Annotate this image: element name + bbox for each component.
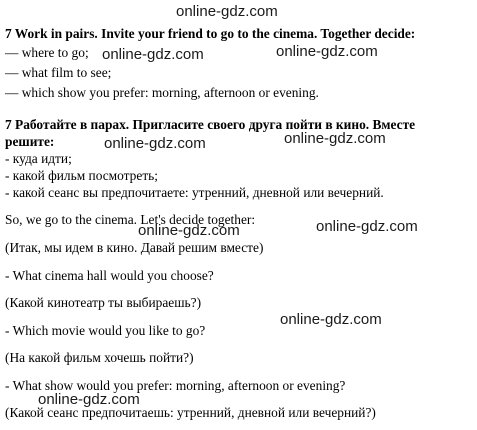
english-task-point: — what film to see; bbox=[5, 65, 112, 80]
watermark-text: online-gdz.com bbox=[316, 218, 418, 235]
dialogue-russian-line: (Итак, мы идем в кино. Давай решим вместе) bbox=[5, 240, 264, 255]
dialogue-english-line: - What cinema hall would you choose? bbox=[5, 268, 214, 283]
watermark-text: online-gdz.com bbox=[280, 311, 382, 328]
dialogue-english-line: - Which movie would you like to go? bbox=[5, 323, 206, 338]
watermark-text: online-gdz.com bbox=[104, 135, 206, 152]
russian-task-point: - какой фильм посмотреть; bbox=[5, 168, 159, 183]
watermark-text: online-gdz.com bbox=[284, 130, 386, 147]
dialogue-russian-line: (На какой фильм хочешь пойти?) bbox=[5, 350, 194, 365]
watermark-text: online-gdz.com bbox=[38, 391, 140, 408]
watermark-text: online-gdz.com bbox=[176, 3, 278, 20]
watermark-text: online-gdz.com bbox=[138, 222, 240, 239]
dialogue-russian-line: (Какой сеанс предпочитаешь: утренний, дневной или вечерний?) bbox=[5, 405, 376, 420]
dialogue-russian-line: (Какой кинотеатр ты выбираешь?) bbox=[5, 295, 202, 310]
russian-task-heading: 7 Работайте в парах. Пригласите своего друга пойти в кино. Вместе bbox=[5, 117, 416, 132]
russian-task-point: - какой сеанс вы предпочитаете: утренний, дневной или вечерний. bbox=[5, 185, 384, 200]
russian-task-heading: решите: bbox=[5, 134, 55, 149]
dialogue-english-line: - What show would you prefer: morning, afternoon or evening? bbox=[5, 378, 346, 393]
english-task-point: — which show you prefer: morning, afternoon or evening. bbox=[5, 85, 319, 100]
english-task-point: — where to go; bbox=[5, 45, 89, 60]
russian-task-point: - куда идти; bbox=[5, 151, 72, 166]
english-task-heading: 7 Work in pairs. Invite your friend to go to the cinema. Together decide: bbox=[5, 26, 416, 41]
watermark-text: online-gdz.com bbox=[276, 43, 378, 60]
dialogue-english-line: So, we go to the cinema. Let's decide together: bbox=[5, 212, 256, 227]
watermark-text: online-gdz.com bbox=[102, 46, 204, 63]
